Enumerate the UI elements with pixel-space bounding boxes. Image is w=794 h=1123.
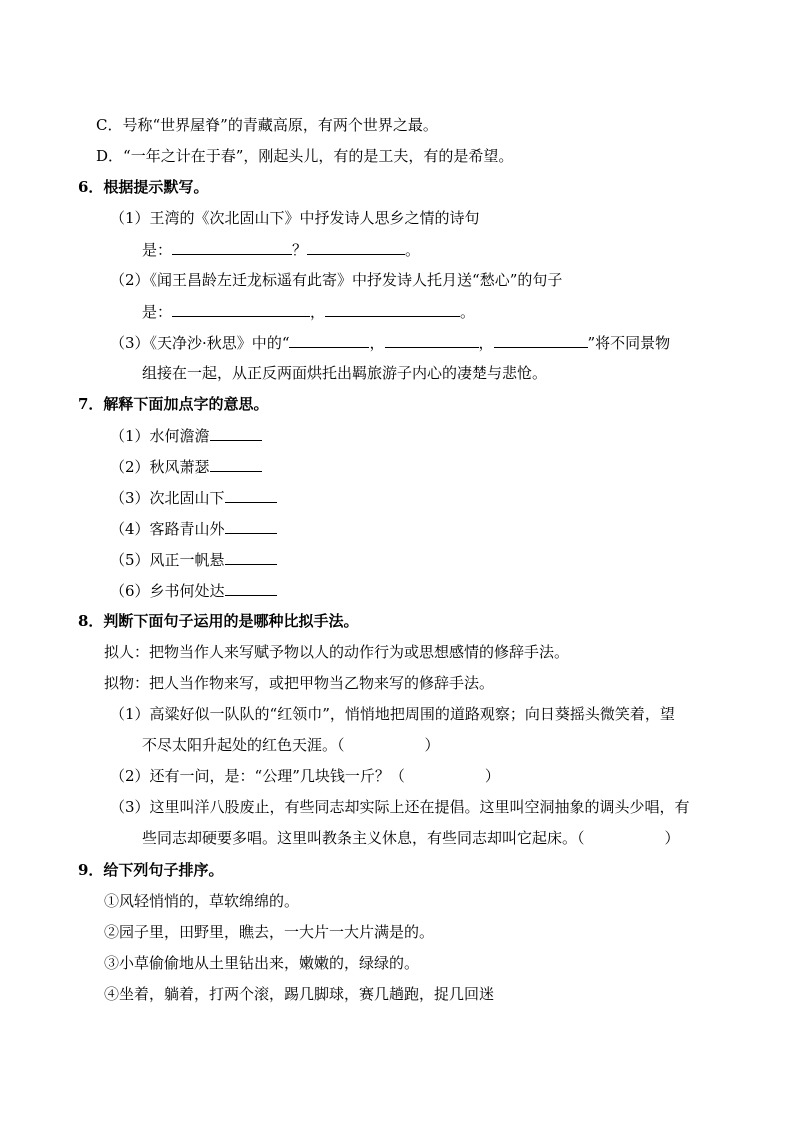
q7-item: （2）秋风萧瑟: [110, 456, 262, 476]
answer-blank[interactable]: [225, 518, 277, 534]
q6-s3-continued: 组接在一起，从正反两面烘托出羁旅游子内心的凄楚与悲怆。: [142, 364, 548, 382]
q7-item: （1）水何澹澹: [110, 425, 262, 445]
q6-s2-answer-line: 是： ， 。: [142, 303, 476, 321]
q8-definition-objectification: 拟物：把人当作物来写，或把甲物当乙物来写的修辞手法。: [104, 674, 495, 692]
q7-item: （5）风正一帆悬: [110, 549, 277, 569]
answer-blank[interactable]: [210, 425, 262, 441]
q8-s2: （2）还有一问，是：“公理”几块钱一斤？（ ）: [110, 767, 500, 785]
q8-title: 8．判断下面句子运用的是哪种比拟手法。: [78, 612, 359, 630]
answer-blank[interactable]: [289, 332, 369, 348]
q6-s1-prompt: （1）王湾的《次北固山下》中抒发诗人思乡之情的诗句: [110, 209, 480, 227]
q7-item: （6）乡书何处达: [110, 580, 277, 600]
option-d: D．“一年之计在于春”，刚起头儿，有的是工夫，有的是希望。: [96, 147, 514, 165]
q9-item: ③小草偷偷地从土里钻出来，嫩嫩的，绿绿的。: [104, 954, 420, 972]
answer-blank[interactable]: [307, 239, 405, 255]
q6-title: 6．根据提示默写。: [78, 178, 209, 196]
answer-blank[interactable]: [225, 487, 277, 503]
answer-blank[interactable]: [494, 332, 588, 348]
answer-blank[interactable]: [172, 301, 310, 317]
q7-title: 7．解释下面加点字的意思。: [78, 395, 269, 413]
q7-item: （4）客路青山外: [110, 518, 277, 538]
q9-item: ④坐着，躺着，打两个滚，踢几脚球，赛几趟跑，捉几回迷: [104, 985, 495, 1003]
q8-s3: （3）这里叫洋八股废止，有些同志却实际上还在提倡。这里叫空洞抽象的调头少唱，有: [110, 798, 690, 816]
q9-item: ②园子里，田野里，瞧去，一大片一大片满是的。: [104, 923, 435, 941]
q9-title: 9．给下列句子排序。: [78, 861, 224, 879]
q8-s1: （1）高粱好似一队队的“红领巾”，悄悄地把周围的道路观察；向日葵摇头微笑着，望: [110, 705, 675, 723]
q6-s1-answer-line: 是： ？ 。: [142, 241, 421, 259]
q7-item: （3）次北固山下: [110, 487, 277, 507]
q6-s3-prompt: （3）《天净沙·秋思》中的“ ， ， ”将不同景物: [110, 334, 671, 352]
option-c: C．号称“世界屋脊”的青藏高原，有两个世界之最。: [96, 116, 438, 134]
answer-blank[interactable]: [210, 456, 262, 472]
answer-blank[interactable]: [225, 580, 277, 596]
answer-blank[interactable]: [225, 549, 277, 565]
q6-s2-prompt: （2）《闻王昌龄左迁龙标遥有此寄》中抒发诗人托月送“愁心”的句子: [110, 271, 563, 289]
q9-item: ①风轻悄悄的，草软绵绵的。: [104, 892, 300, 910]
q8-definition-personification: 拟人：把物当作人来写赋予物以人的动作行为或思想感情的修辞手法。: [104, 643, 570, 661]
q8-s1-continued: 不尽太阳升起处的红色天涯。（ ）: [142, 736, 440, 754]
answer-blank[interactable]: [172, 239, 292, 255]
q8-s3-continued: 些同志却硬要多唱。这里叫教条主义休息，有些同志却叫它起床。（ ）: [142, 829, 680, 847]
answer-blank[interactable]: [325, 301, 460, 317]
answer-blank[interactable]: [385, 332, 479, 348]
